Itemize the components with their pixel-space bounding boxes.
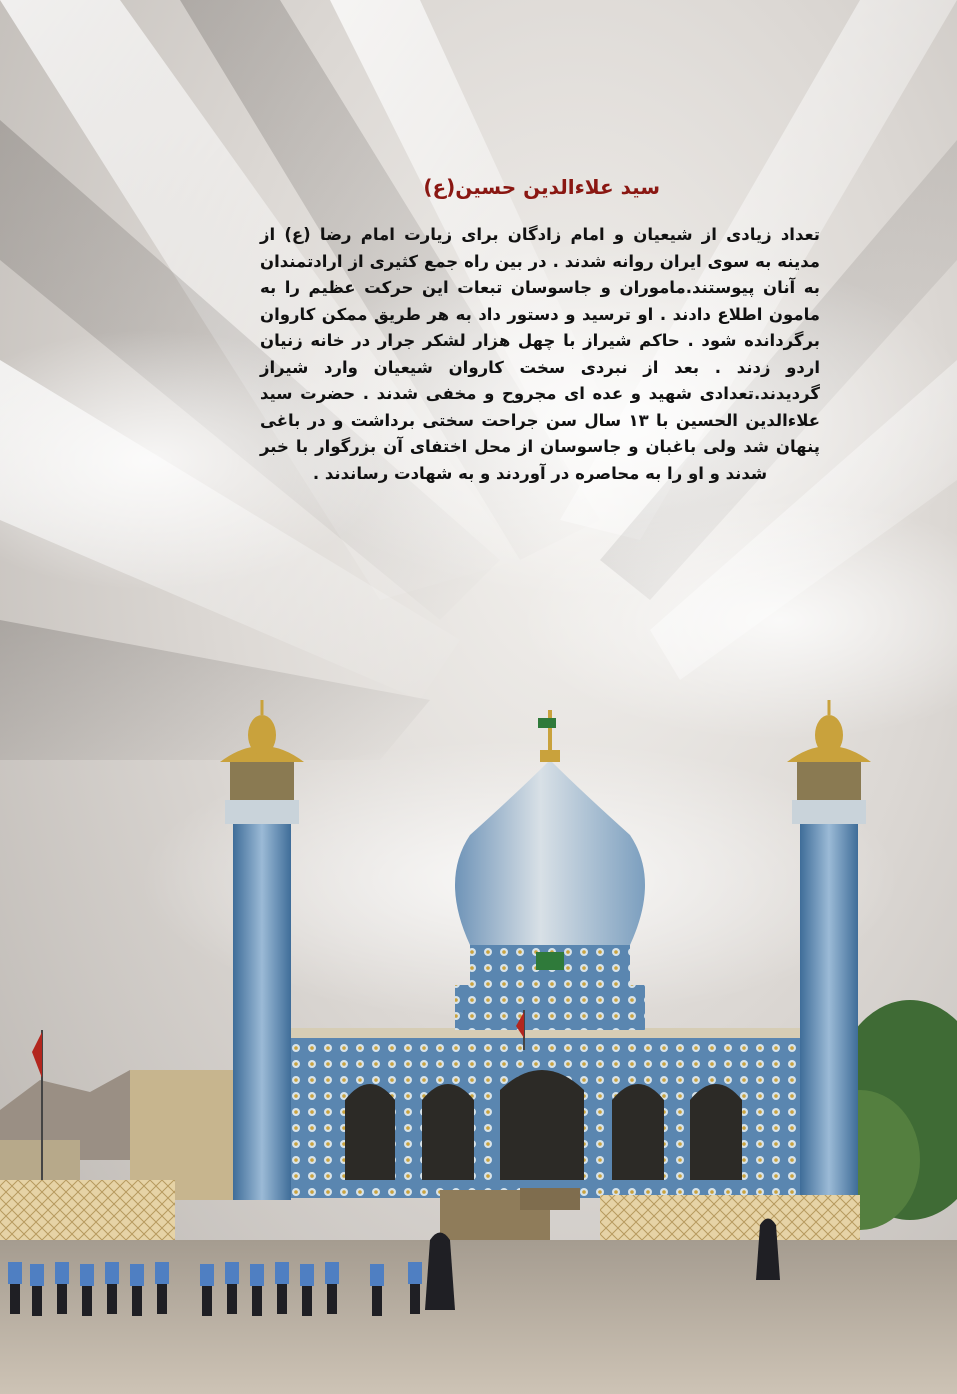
page-title: سید علاءالدین حسین(ع) (423, 175, 660, 199)
shrine-photo (0, 640, 957, 1394)
article-paragraph: تعداد زیادی از شیعیان و امام زادگان برای زیارت امام رضا (ع) از مدینه به سوی ایران روانه شدند . در بین راه جمع کثیری از ارادتمندان به آنان پیوستند.ماموران و جاسوسان تبعات این حرکت عظیم را به مامون اطلاع دادند . او ترسید و دستور داد به هر طریق ممکن کاروان برگردانده شود . حاکم شیراز با چهل هزار لشکر جرار در خانه زنیان اردو زدند . بعد از نبردی سخت کاروان شیعیان وارد شیراز گردیدند.تعدادی شهید و عده ای مجروح و مخفی شدند . حضرت سید علاءالدین الحسین با ۱۳ سال سن جراحت سختی برداشت و در باغی پنهان شد ولی باغبان و جاسوسان از محل اختفای آن بزرگوار با خبر شدند و او را به محاصره در آوردند و به شهادت رساندند . (260, 225, 820, 483)
